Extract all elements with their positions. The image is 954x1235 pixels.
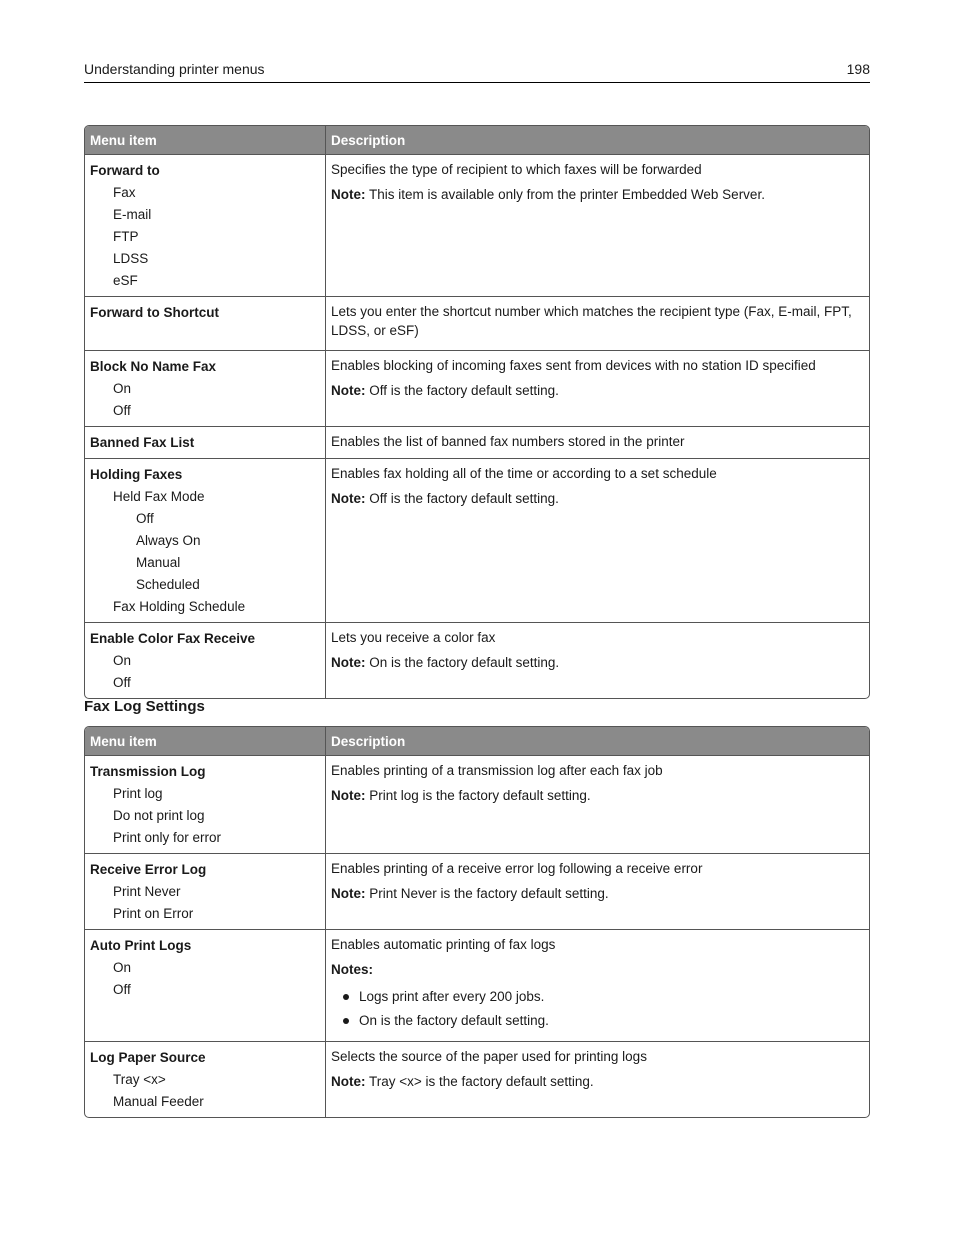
description-text: Enables automatic printing of fax logs: [331, 937, 556, 952]
menu-option: Always On: [136, 533, 201, 548]
page-number: 198: [846, 61, 870, 77]
table-header-row: [85, 727, 869, 755]
description-cell: [326, 929, 869, 1041]
menu-item-cell: [85, 426, 326, 458]
menu-option: E-mail: [113, 207, 152, 222]
note-label: Note:: [331, 886, 366, 901]
bullet-icon: [343, 994, 349, 1000]
note-label: Note:: [331, 1074, 366, 1089]
description-text: Enables the list of banned fax numbers stored in the printer: [331, 434, 685, 449]
description-cell: [326, 350, 869, 426]
menu-item-cell: [85, 350, 326, 426]
column-header-description: Description: [326, 126, 869, 154]
note-label: Note:: [331, 383, 366, 398]
menu-item-title: Banned Fax List: [90, 435, 195, 450]
note-text: This item is available only from the printer Embedded Web Server.: [369, 187, 765, 202]
table-row: [85, 1041, 869, 1117]
note: [331, 381, 864, 400]
menu-item-title: Auto Print Logs: [90, 938, 192, 953]
description-text: Enables printing of a receive error log following a receive error: [331, 861, 703, 876]
menu-option: Print log: [113, 786, 163, 801]
menu-option: Fax: [113, 185, 136, 200]
page-header-title: Understanding printer menus: [84, 61, 265, 77]
note: [331, 786, 864, 805]
menu-item-title: Enable Color Fax Receive: [90, 631, 256, 646]
menu-item-cell: [85, 1041, 326, 1117]
menu-option: Tray <x>: [113, 1072, 166, 1087]
table-row: [85, 622, 869, 698]
description-cell: [326, 853, 869, 929]
description-text: Specifies the type of recipient to which faxes will be forwarded: [331, 162, 702, 177]
menu-option: LDSS: [113, 251, 149, 266]
note-text: Print log is the factory default setting.: [369, 788, 591, 803]
menu-option: On: [113, 381, 132, 396]
menu-item-title: Receive Error Log: [90, 862, 207, 877]
description-text: Lets you receive a color fax: [331, 630, 496, 645]
table-row: [85, 929, 869, 1041]
menu-option: Print only for error: [113, 830, 222, 845]
table-header-row: [85, 126, 869, 154]
menu-item-title: Block No Name Fax: [90, 359, 217, 374]
note-label: Note:: [331, 187, 366, 202]
description-text: Enables fax holding all of the time or according to a set schedule: [331, 466, 717, 481]
table-row: [85, 154, 869, 296]
menu-option: Manual Feeder: [113, 1094, 204, 1109]
note-label: Note:: [331, 491, 366, 506]
note: [331, 185, 864, 204]
bullet-text: On is the factory default setting.: [359, 1013, 549, 1028]
note: [331, 884, 864, 903]
description-cell: [326, 296, 869, 350]
description-cell: [326, 622, 869, 698]
menu-item-title: Forward to Shortcut: [90, 305, 219, 320]
menu-option: On: [113, 653, 132, 668]
menu-option: Off: [113, 982, 131, 997]
menu-item-title: Holding Faxes: [90, 467, 183, 482]
note: [331, 489, 864, 508]
description-text: Enables printing of a transmission log after each fax job: [331, 763, 663, 778]
menu-option: Manual: [136, 555, 181, 570]
description-cell: [326, 458, 869, 622]
description-cell: [326, 1041, 869, 1117]
menu-item-title: Forward to: [90, 163, 160, 178]
menu-item-title: Log Paper Source: [90, 1050, 206, 1065]
note-label: Note:: [331, 655, 366, 670]
description-cell: [326, 426, 869, 458]
notes-label: Notes:: [331, 962, 374, 977]
menu-option: Scheduled: [136, 577, 200, 592]
table-row: [85, 296, 869, 350]
table-row: [85, 350, 869, 426]
menu-option: On: [113, 960, 132, 975]
menu-option: Off: [136, 511, 154, 526]
note-text: Print Never is the factory default setting.: [369, 886, 609, 901]
menu-item-cell: [85, 458, 326, 622]
menu-item-cell: [85, 154, 326, 296]
note-text: Tray <x> is the factory default setting.: [369, 1074, 594, 1089]
description-text: Selects the source of the paper used for printing logs: [331, 1049, 647, 1064]
list-item: [331, 985, 864, 1009]
bullet-icon: [343, 1018, 349, 1024]
description-text: Enables blocking of incoming faxes sent from devices with no station ID specified: [331, 358, 816, 373]
menu-item-cell: [85, 853, 326, 929]
description-cell: [326, 154, 869, 296]
menu-option: FTP: [113, 229, 139, 244]
note-label: Note:: [331, 788, 366, 803]
menu-item-title: Transmission Log: [90, 764, 206, 779]
note-text: Off is the factory default setting.: [369, 491, 559, 506]
menu-table-fax: [84, 125, 870, 699]
menu-item-cell: [85, 622, 326, 698]
menu-option: Fax Holding Schedule: [113, 599, 246, 614]
notes-list: [331, 985, 864, 1033]
bullet-text: Logs print after every 200 jobs.: [359, 989, 545, 1004]
note: [331, 653, 864, 672]
note: [331, 1072, 864, 1091]
note-text: On is the factory default setting.: [369, 655, 560, 670]
menu-item-cell: [85, 296, 326, 350]
section-heading: Fax Log Settings: [84, 698, 205, 715]
menu-option: Off: [113, 403, 131, 418]
description-text: Lets you enter the shortcut number which matches the recipient type (Fax, E-mail, FPT, LDSS, or eSF): [331, 304, 852, 338]
page-header: [84, 60, 870, 83]
description-cell: [326, 755, 869, 853]
menu-option: Off: [113, 675, 131, 690]
menu-option: Print on Error: [113, 906, 194, 921]
menu-table-fax-log: [84, 726, 870, 1118]
list-item: [331, 1009, 864, 1033]
column-header-menu-item: Menu item: [85, 126, 326, 154]
table-row: [85, 426, 869, 458]
menu-item-cell: [85, 755, 326, 853]
table-row: [85, 853, 869, 929]
menu-option: Do not print log: [113, 808, 205, 823]
column-header-menu-item: Menu item: [85, 727, 326, 755]
menu-option: Held Fax Mode: [113, 489, 205, 504]
menu-item-cell: [85, 929, 326, 1041]
table-row: [85, 755, 869, 853]
table-row: [85, 458, 869, 622]
menu-option: eSF: [113, 273, 138, 288]
note-text: Off is the factory default setting.: [369, 383, 559, 398]
column-header-description: Description: [326, 727, 869, 755]
menu-option: Print Never: [113, 884, 181, 899]
